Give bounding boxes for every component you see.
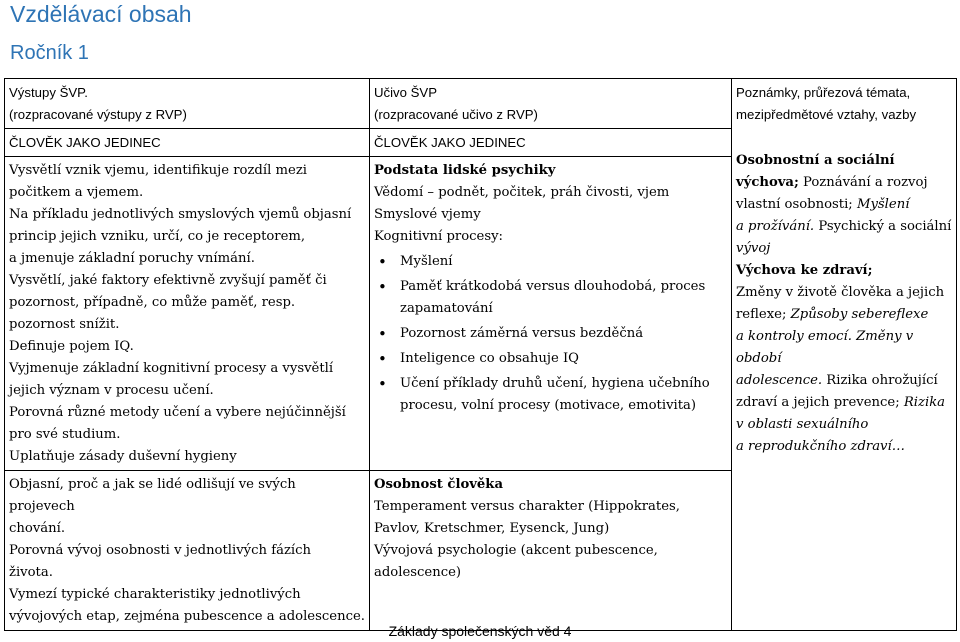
- outcome-line: a jmenuje základní poruchy vnímání.: [9, 251, 255, 266]
- header-content-line: (rozpracované učivo z RVP): [374, 107, 538, 122]
- notes-cell: [732, 79, 957, 631]
- header-outcomes: [5, 79, 370, 129]
- content-line: Vývojová psychologie (akcent pubescence,: [374, 543, 658, 558]
- note-heading: Osobnostní a sociální: [736, 153, 895, 168]
- header-content-line: Učivo ŠVP: [374, 85, 438, 100]
- note-text: Změny v životě člověka a jejich: [736, 285, 945, 300]
- outcome-line: Na příkladu jednotlivých smyslových vjemů objasní: [9, 207, 352, 222]
- outcome-line: Vysvětlí vznik vjemu, identifikuje rozdíl mezi: [9, 163, 307, 178]
- content-line: Pavlov, Kretschmer, Eysenck, Jung): [374, 521, 610, 536]
- note-heading: Výchova ke zdraví;: [736, 263, 873, 278]
- outcome-line: Vysvětlí, jaké faktory efektivně zvyšují paměť či: [9, 273, 327, 288]
- content-cell: [370, 157, 732, 471]
- note-text: reflexe;: [736, 307, 791, 322]
- note-italic: a kontroly emocí. Změny v období: [736, 329, 914, 366]
- header-content: [370, 79, 732, 129]
- outcome-line: Uplatňuje zásady duševní hygieny: [9, 449, 237, 464]
- list-item: • Inteligence co obsahuje IQ: [374, 348, 727, 370]
- content-cell: [370, 471, 732, 631]
- note-italic: v oblasti sexuálního: [736, 417, 869, 432]
- list-item: • Pozornost záměrná versus bezděčná: [374, 323, 727, 345]
- note-italic: a reprodukčního zdraví…: [736, 439, 905, 454]
- note-italic: adolescence.: [736, 373, 823, 388]
- outcome-line: vývojových etap, zejména pubescence a adolescence.: [9, 609, 365, 624]
- note-text: vlastní osobnosti;: [736, 197, 857, 212]
- list-item: • Myšlení: [374, 251, 727, 273]
- section-label: ČLOVĚK JAKO JEDINEC: [370, 129, 732, 157]
- list-item: • Učení příklady druhů učení, hygiena učebního procesu, volní procesy (motivace, emotivita): [374, 373, 727, 417]
- document-title: Vzdělávací obsah: [10, 1, 192, 27]
- outcome-line: Vyjmenuje základní kognitivní procesy a vysvětlí: [9, 361, 334, 376]
- content-line: adolescence): [374, 565, 462, 580]
- note-text: Poznávání a rozvoj: [798, 175, 928, 190]
- outcome-line: počitkem a vjemem.: [9, 185, 144, 200]
- note-text: zdraví a jejich prevence;: [736, 395, 904, 410]
- note-italic: Myšlení: [856, 197, 910, 212]
- outcome-line: chování.: [9, 521, 66, 536]
- outcomes-cell: [5, 157, 370, 471]
- table-header-row: [5, 79, 957, 129]
- document-subtitle: Ročník 1: [10, 42, 89, 64]
- outcome-line: Definuje pojem IQ.: [9, 339, 134, 354]
- note-italic: vývoj: [736, 241, 771, 256]
- note-text: Psychický a sociální: [814, 219, 952, 234]
- note-italic: Rizika: [903, 395, 946, 410]
- header-notes-line: mezipředmětové vztahy, vazby: [736, 107, 917, 122]
- outcome-line: pro své studium.: [9, 427, 121, 442]
- note-italic: a prožívání.: [736, 219, 815, 234]
- content-title: Osobnost člověka: [374, 477, 503, 492]
- header-outcomes-line: (rozpracované výstupy z RVP): [9, 107, 187, 122]
- outcome-line: pozornost, případně, co může paměť, resp.: [9, 295, 296, 310]
- notes-body: [736, 150, 952, 458]
- outcome-line: Porovná různé metody učení a vybere nejúčinnější: [9, 405, 346, 420]
- header-outcomes-line: Výstupy ŠVP.: [9, 85, 88, 100]
- outcomes-cell: [5, 471, 370, 631]
- outcome-line: Objasní, proč a jak se lidé odlišují ve svých projevech: [9, 477, 296, 514]
- content-title: Podstata lidské psychiky: [374, 163, 556, 178]
- outcome-line: Vymezí typické charakteristiky jednotlivých: [9, 587, 301, 602]
- content-line: Smyslové vjemy: [374, 207, 481, 222]
- outcome-line: života.: [9, 565, 53, 580]
- section-label: ČLOVĚK JAKO JEDINEC: [5, 129, 370, 157]
- outcome-line: princip jejich vzniku, určí, co je receptorem,: [9, 229, 306, 244]
- content-line: Vědomí – podnět, počitek, práh čivosti, vjem: [374, 185, 670, 200]
- curriculum-table: [4, 78, 957, 631]
- page-footer: Základy společenských věd 4: [388, 623, 572, 639]
- note-text: Rizika ohrožující: [822, 373, 938, 388]
- content-line: Kognitivní procesy:: [374, 229, 503, 244]
- note-heading: výchova;: [736, 175, 799, 190]
- note-italic: Způsoby sebereflexe: [790, 307, 929, 322]
- header-notes-line: Poznámky, průřezová témata,: [736, 85, 911, 100]
- outcome-line: pozornost snížit.: [9, 317, 120, 332]
- cognitive-process-list: [374, 251, 727, 417]
- list-item: • Paměť krátkodobá versus dlouhodobá, proces zapamatování: [374, 276, 727, 320]
- outcome-line: Porovná vývoj osobnosti v jednotlivých fázích: [9, 543, 311, 558]
- outcome-line: jejich význam v procesu učení.: [9, 383, 214, 398]
- content-line: Temperament versus charakter (Hippokrates,: [374, 499, 680, 514]
